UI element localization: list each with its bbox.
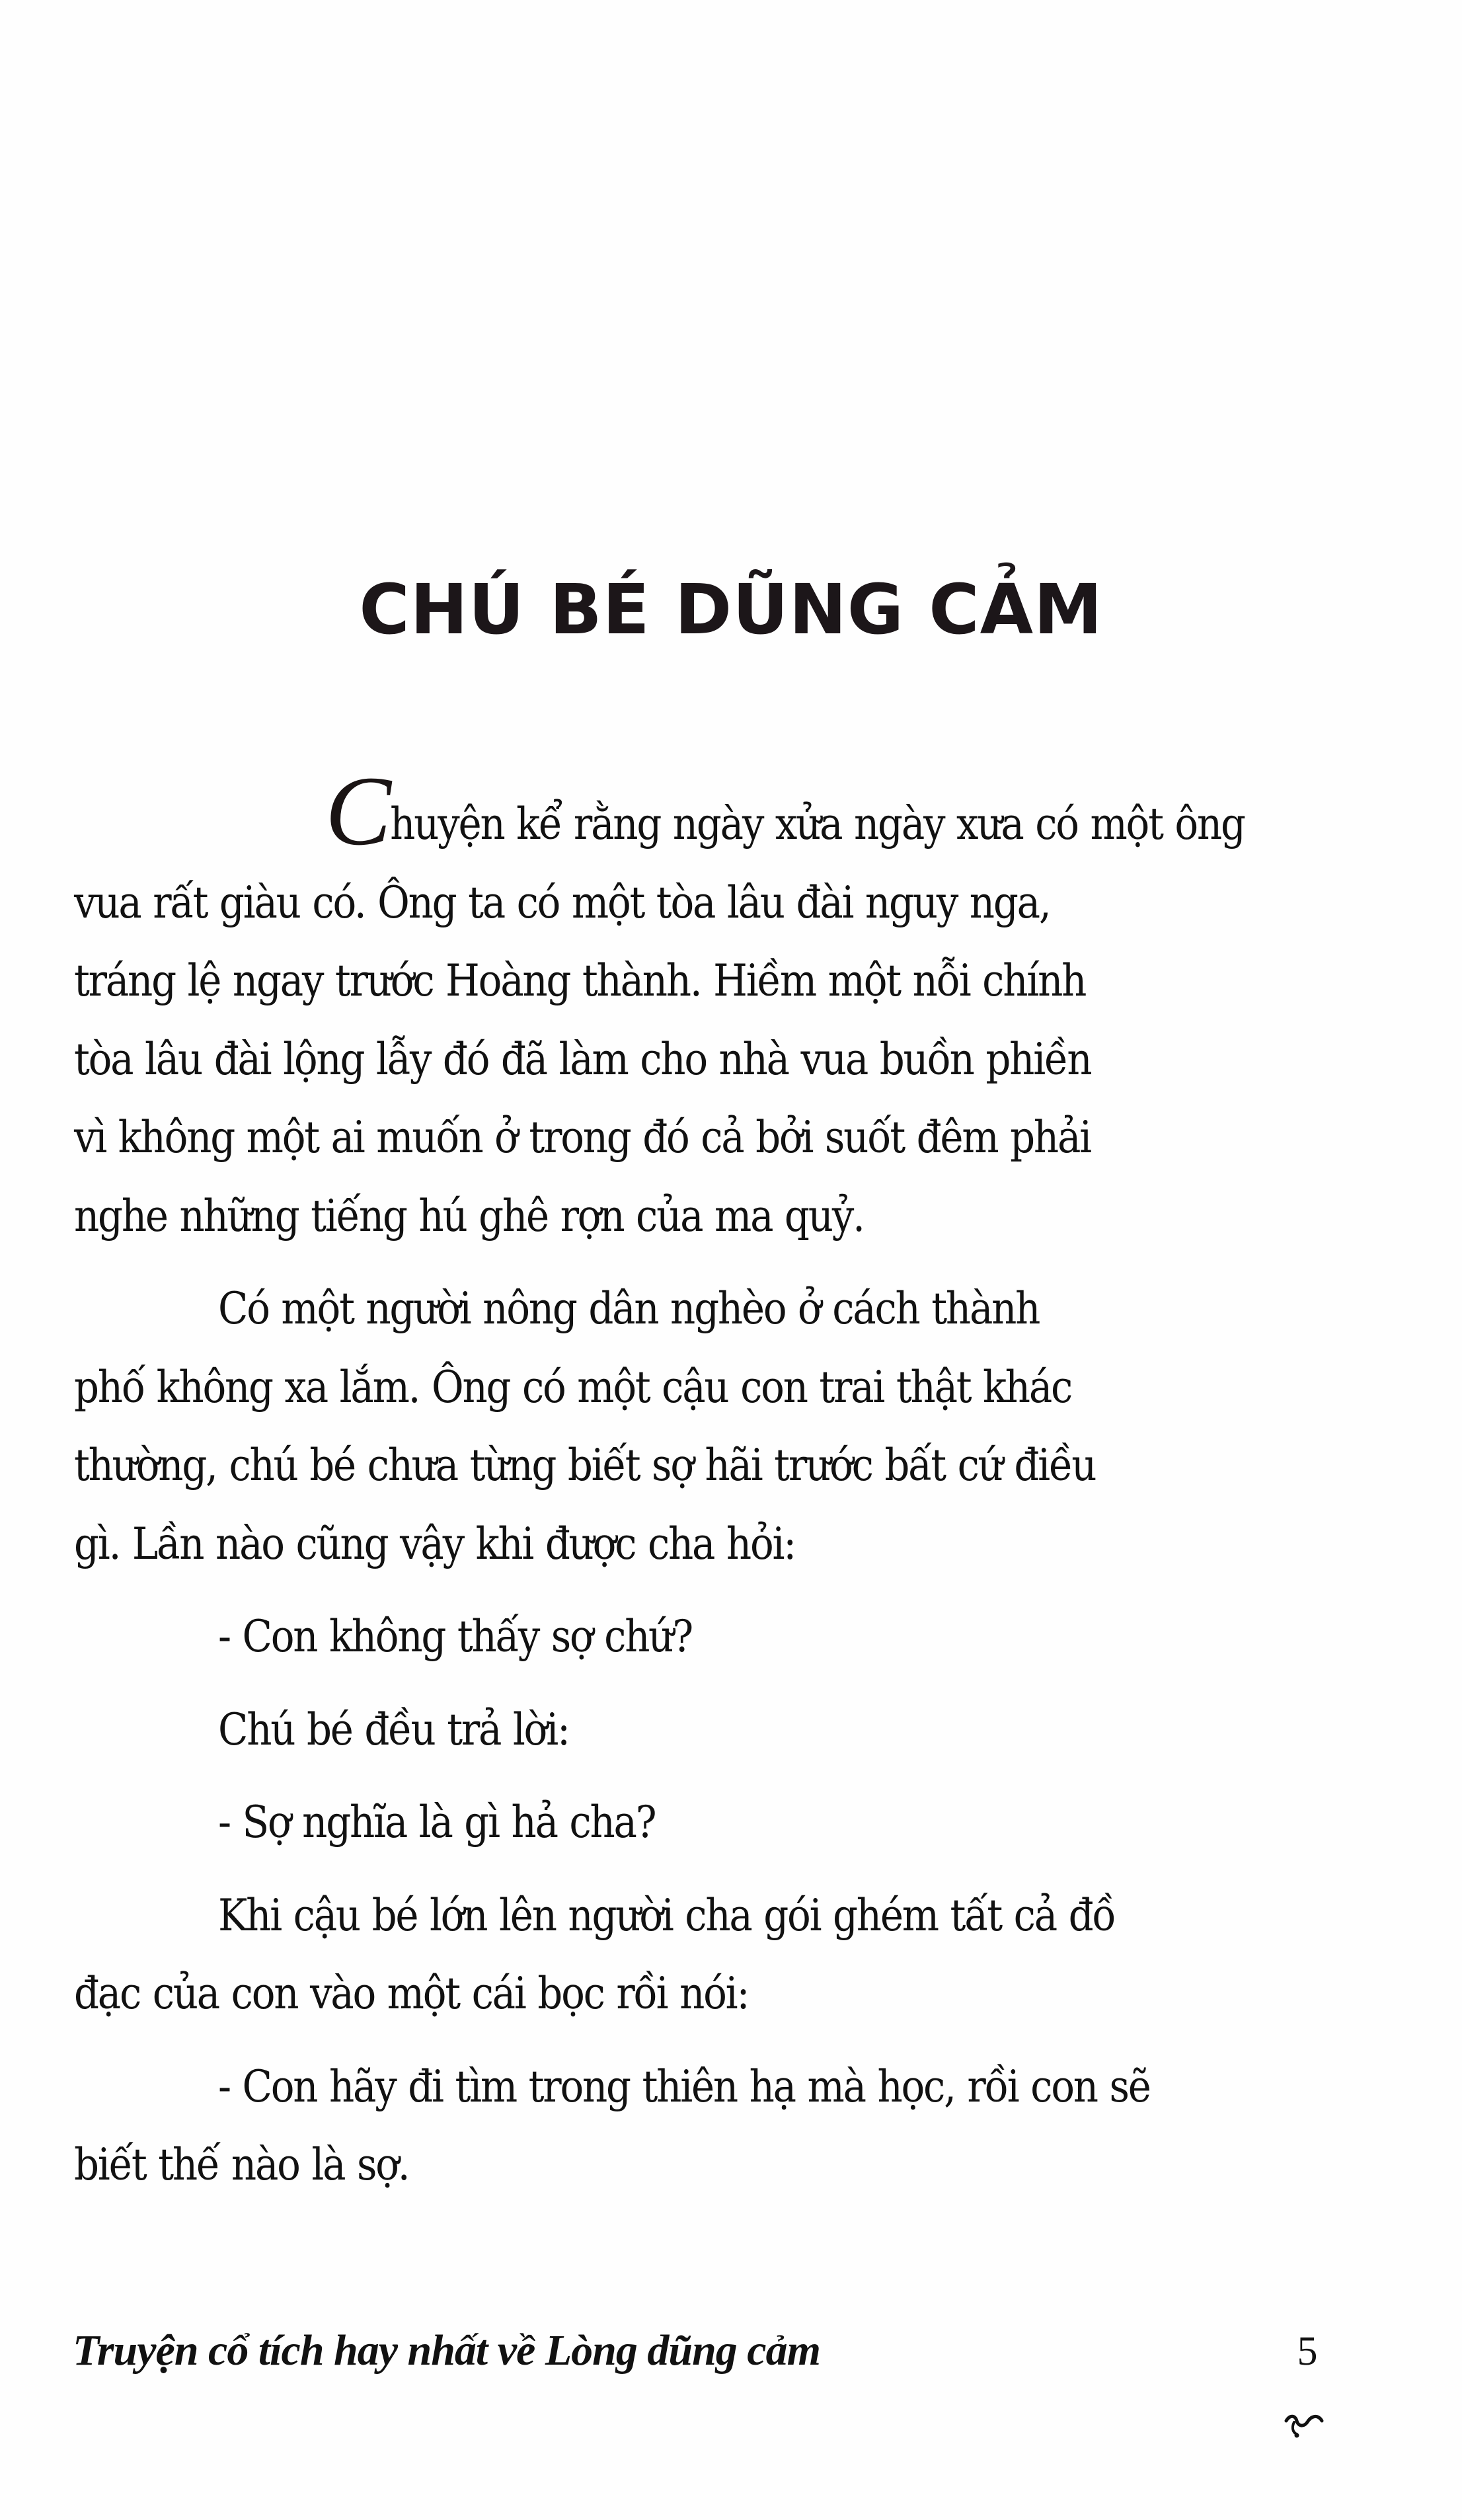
paragraph-line: đạc của con vào một cái bọc rồi nói: [74, 1968, 749, 2019]
paragraph-line: vua rất giàu có. Ông ta có một tòa lâu đài nguy nga, [74, 877, 1050, 928]
running-title: Truyện cổ tích hay nhất về Lòng dũng cảm [73, 2326, 820, 2375]
dialogue-father [74, 2048, 1322, 2205]
paragraph-line: nghe những tiếng hú ghê rợn của ma quỷ. [74, 1190, 864, 1241]
paragraph-line: gì. Lần nào cũng vậy khi được cha hỏi: [74, 1518, 796, 1569]
chapter-title: CHÚ BÉ DŨNG CẢM [359, 569, 1103, 650]
paragraph-line: biết thế nào là sợ. [74, 2139, 409, 2190]
paragraph-line: Khi cậu bé lớn lên người cha gói ghém tất cả đồ [218, 1889, 1115, 1941]
paragraph-3 [74, 1877, 1322, 2033]
paragraph-line: - Sợ nghĩa là gì hả cha? [218, 1797, 656, 1848]
story-body [74, 756, 1322, 2205]
paragraph-line: vì không một ai muốn ở trong đó cả bởi suốt đêm phải [74, 1112, 1091, 1163]
paragraph-line: tòa lâu đài lộng lẫy đó đã làm cho nhà vua buồn phiền [74, 1033, 1091, 1085]
page-number: 5 [1297, 2329, 1318, 2374]
dialogue-question [74, 1598, 1322, 1676]
dialogue-answer [74, 1784, 1322, 1862]
paragraph-line: - Con hãy đi tìm trong thiên hạ mà học, rồi con sẽ [218, 2061, 1150, 2112]
paragraph-line: Có một người nông dân nghèo ở cách thành [218, 1283, 1040, 1334]
paragraph-line: Chú bé đều trả lời: [218, 1704, 569, 1755]
paragraph-line: tráng lệ ngay trước Hoàng thành. Hiềm một nỗi chính [74, 955, 1086, 1006]
flourish-ornament-icon [1281, 2406, 1327, 2439]
paragraph-1 [74, 756, 1322, 1255]
paragraph-line: thường, chú bé chưa từng biết sợ hãi trước bất cứ điều [74, 1440, 1096, 1491]
drop-cap: C [325, 756, 392, 866]
paragraph-reply-intro [74, 1691, 1322, 1770]
paragraph-2 [74, 1270, 1322, 1583]
paragraph-line: - Con không thấy sợ chứ? [218, 1611, 692, 1662]
paragraph-line: Chuyện kể rằng ngày xửa ngày xưa có một ông [74, 785, 1322, 864]
paragraph-line: phố không xa lắm. Ông có một cậu con trai thật khác [74, 1361, 1072, 1413]
